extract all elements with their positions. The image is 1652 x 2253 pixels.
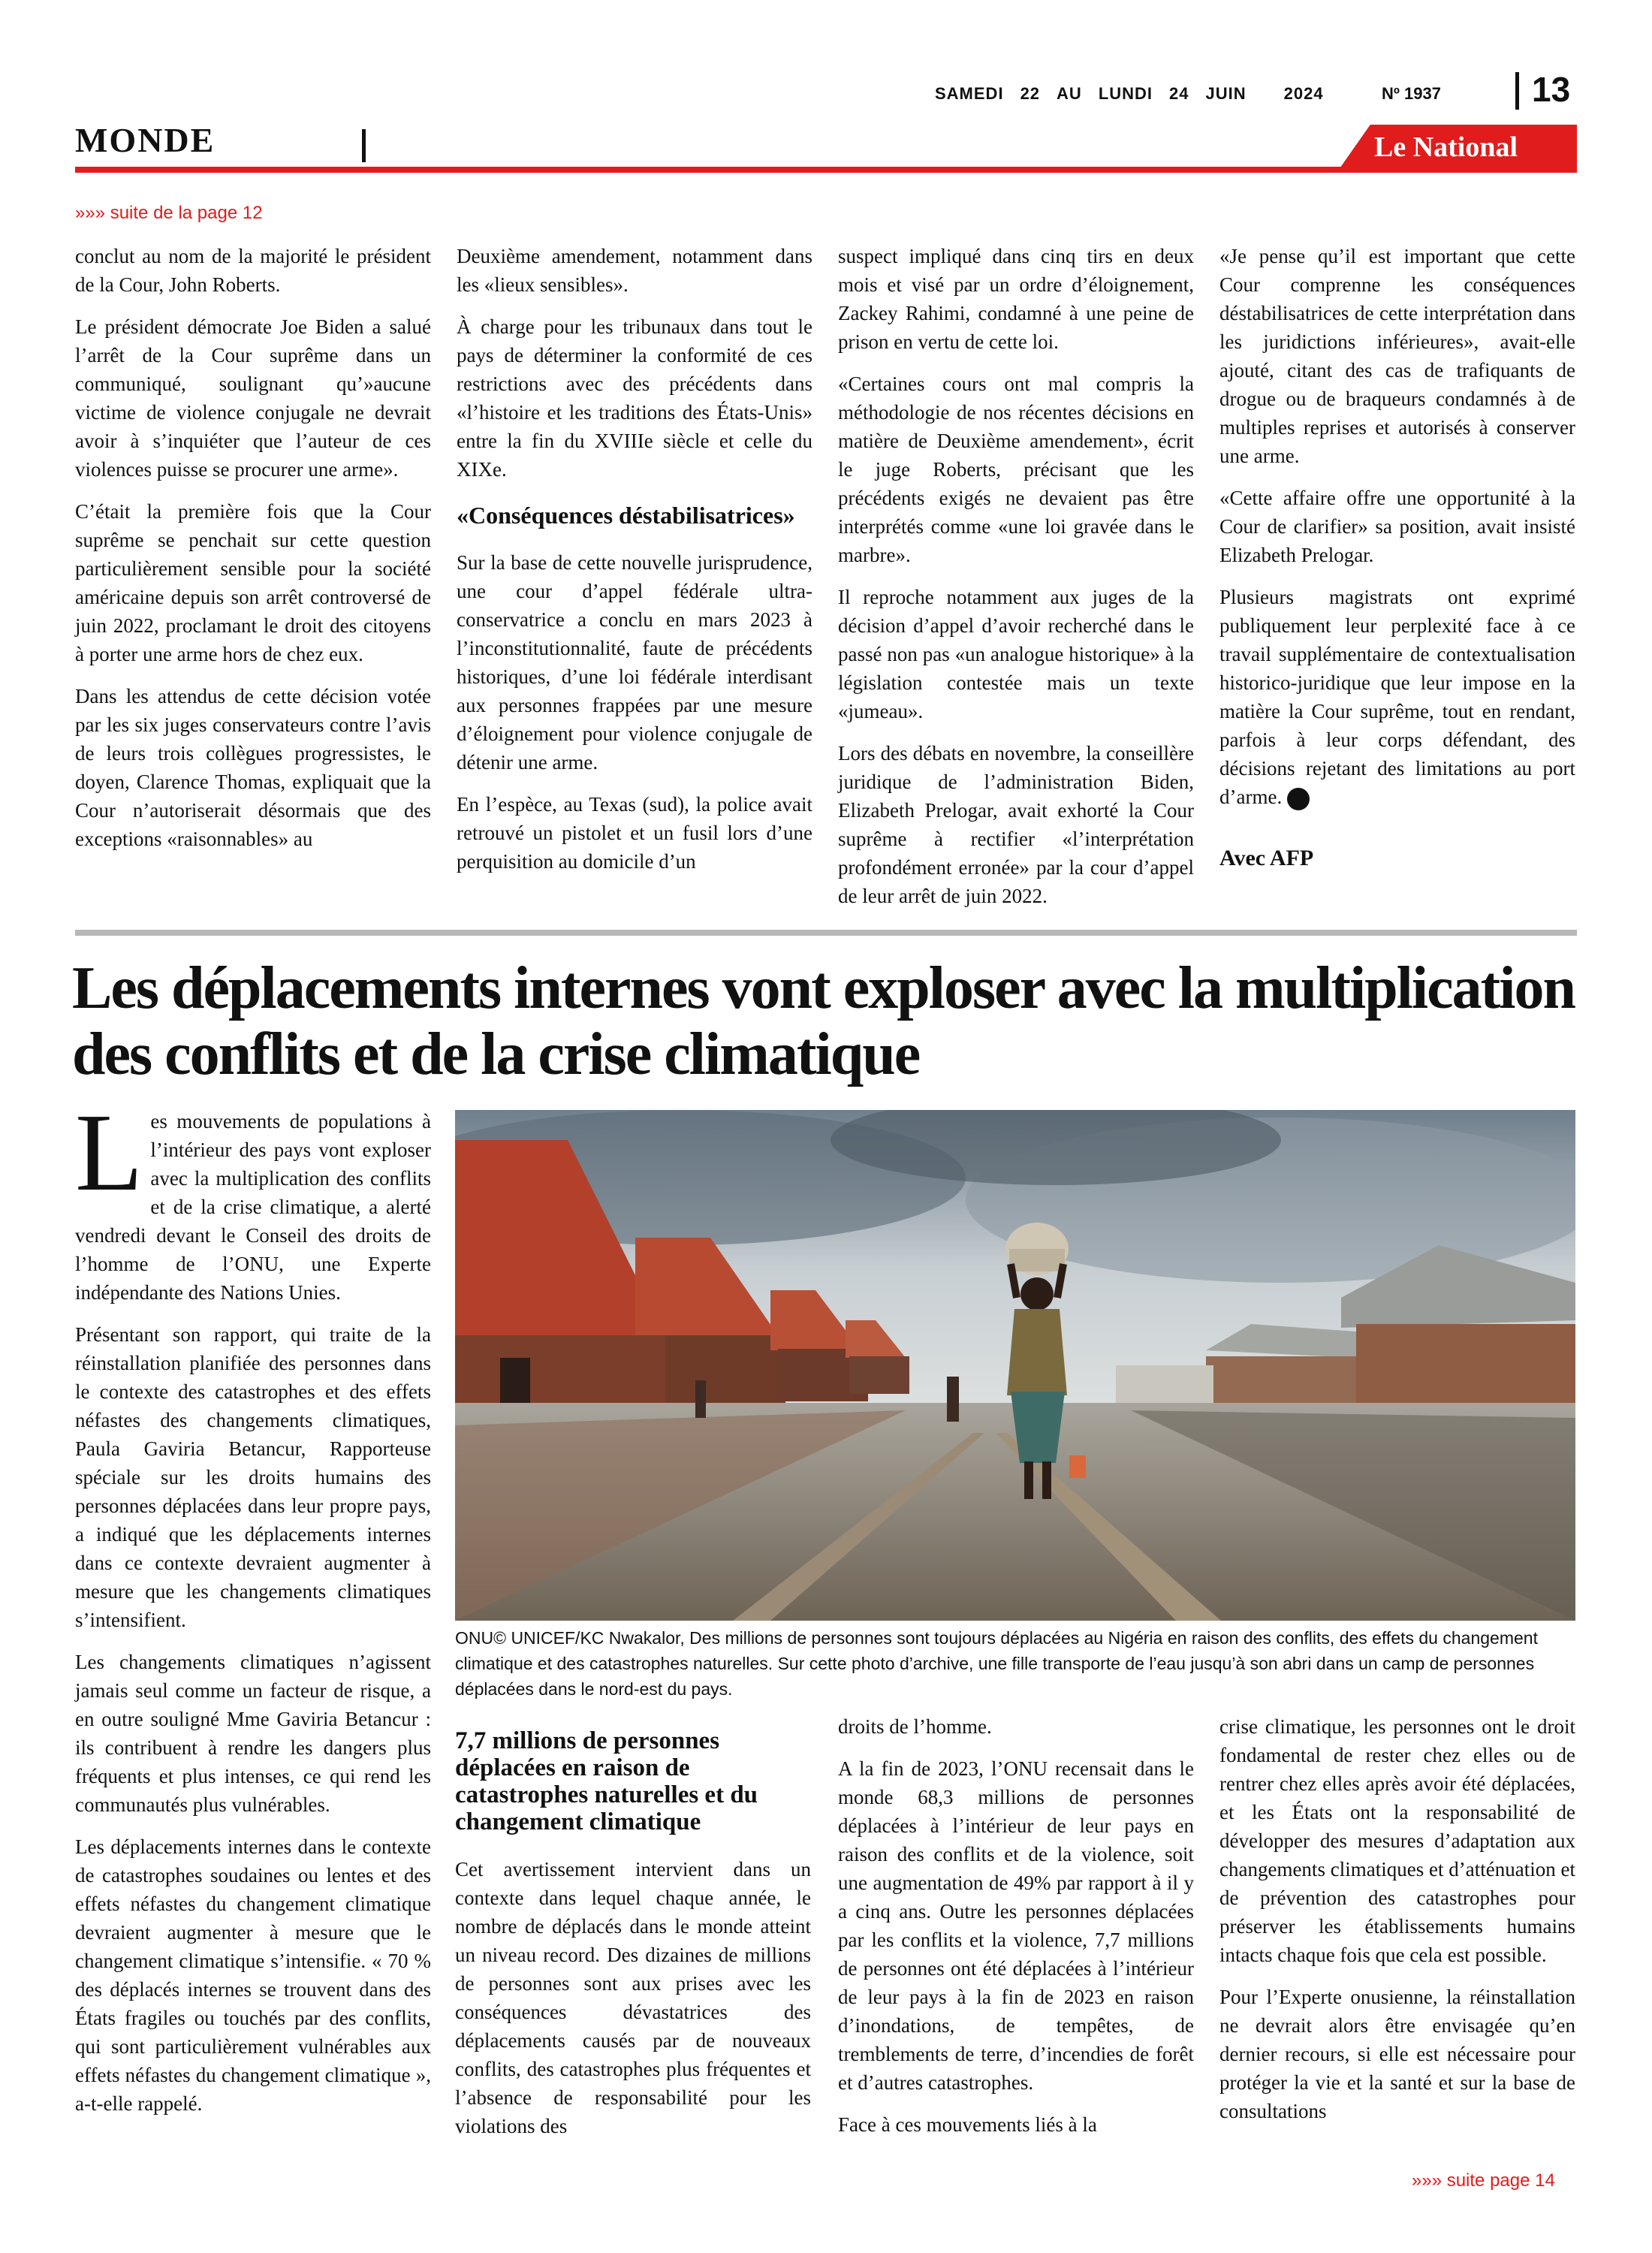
flooded-camp-illustration [455, 1110, 1575, 1621]
article-divider [75, 930, 1577, 936]
subheading: 7,7 millions de personnes déplacées en raison de catastrophes naturelles et du changement climatique [455, 1727, 758, 1835]
main-article-col-2 [455, 1724, 811, 2154]
paragraph: Les déplacements internes dans le contexte de catastrophes soudaines ou lentes et des effets néfastes du changement climatique devraient augmenter à mesure que le changement climatique s’intensifie. « 70 % des déplacés internes se trouvent dans des États fragiles ou touchés par des conflits, qui sont particulièrement vulnérables aux effets néfastes du changement climatique », a-t-elle rappelé. [75, 1835, 431, 2115]
section-title: MONDE [75, 121, 216, 159]
photo-caption: ONU© UNICEF/KC Nwakalor, Des millions de personnes sont toujours déplacées au Nigéria en raison des conflits, des effets du changement climatique et des catastrophes naturelles. Sur cette photo d’archive, une fille transporte de l’eau jusqu’à son abri dans un camp de personnes déplacées dans le nord-est du pays. [455, 1628, 1538, 1699]
paragraph: Face à ces mouvements liés à la [838, 2113, 1097, 2136]
section-divider [362, 129, 366, 162]
paragraph: C’était la première fois que la Cour suprême se penchait sur cette question particulièrement sensible pour la société américaine depuis son arrêt controversé de juin 2022, proclamant le droit des citoyens à porter une arme hors de chez eux. [75, 500, 431, 665]
top-article-col-3 [838, 242, 1194, 924]
paragraph: suspect impliqué dans cinq tirs en deux mois et visé par un ordre d’éloignement, Zackey Rahimi, condamné à une peine de prison en vertu de cette loi. [838, 245, 1194, 353]
paragraph: Lors des débats en novembre, la conseillère juridique de l’administration Biden, Elizabeth Prelogar, avait exhorté la Cour suprême à rectifier «l’interprétation profondément erronée» par la cour d’appel de leur arrêt de juin 2022. [838, 742, 1194, 907]
top-article-col-1 [75, 242, 431, 867]
paragraph: «Je pense qu’il est important que cette Cour comprenne les conséquences déstabilisatrices de cette interprétation dans les juridictions inférieures», avait-elle ajouté, citant des cas de trafiquants de drogue ou de braqueurs condamnés à de multiples reprises et autorisés à conserver une arme. [1219, 245, 1575, 467]
end-of-article-icon [1287, 788, 1310, 810]
paragraph: Cet avertissement intervient dans un contexte dans lequel chaque année, le nombre de déplacés dans le monde atteint un niveau record. Des dizaines de millions de personnes sont aux prises avec les conséquences dévastatrices des déplacements causés par de nouveaux conflits, des catastrophes plus fréquentes et l’absence de responsabilité pour les violations des [455, 1858, 811, 2137]
article-photo [455, 1110, 1575, 1621]
paragraph: Plusieurs magistrats ont exprimé publiquement leur perplexité face à ce travail supplémentaire de contextualisation historico-juridique que leur impose en la matière la Cour suprême, tout en rendant, parfois à leur corps défendant, des décisions rejetant des limitations au port d’arme. [1219, 583, 1575, 811]
drop-cap: L [75, 1091, 143, 1214]
page-number: 13 [1532, 70, 1571, 109]
headline: Les déplacements internes vont exploser avec la multiplication des conflits et de la crise climatique [72, 955, 1575, 1087]
subheading: «Conséquences déstabilisatrices» [457, 502, 795, 529]
brand-name: Le National [1374, 131, 1518, 163]
paragraph: conclut au nom de la majorité le président de la Cour, John Roberts. [75, 245, 431, 296]
paragraph: Présentant son rapport, qui traite de la réinstallation planifiée des personnes dans le contexte des catastrophes et des effets néfastes des changements climatiques, Paula Gaviria Betancur, Rapporteuse spéciale sur les droits humains des personnes déplacées dans leur propre pays, a indiqué que les déplacements internes dans ce contexte devraient augmenter à mesure que les changements climatiques s’intensifient. [75, 1323, 431, 1631]
main-article-col-3 [838, 1712, 1194, 2152]
paragraph: Les changements climatiques n’agissent jamais seul comme un facteur de risque, a en outre souligné Mme Gaviria Betancur : ils contribuent à rendre les dangers plus fréquents et plus intenses, ce qui rend les communautés plus vulnérables. [75, 1651, 431, 1816]
paragraph: Pour l’Experte onusienne, la réinstallation ne devrait alors être envisagée qu’en dernier recours, si elle est nécessaire pour protéger la vie et la santé et sur la base de consultations [1219, 1986, 1575, 2122]
continued-from: »»» suite de la page 12 [75, 203, 263, 223]
paragraph: «Certaines cours ont mal compris la méthodologie de nos récentes décisions en matière de Deuxième amendement», écrit le juge Roberts, précisant que les précédents exigés ne devaient pas être interprétés comme «une loi gravée dans le marbre». [838, 372, 1194, 566]
paragraph: «Cette affaire offre une opportunité à la Cour de clarifier» sa position, avait insisté Elizabeth Prelogar. [1219, 487, 1575, 566]
paragraph: Le président démocrate Joe Biden a salué l’arrêt de la Cour suprême dans un communiqué, soulignant qu’»aucune victime de violence conjugale ne devrait avoir à s’inquiéter que l’auteur de ces violences puisse se procurer une arme». [75, 315, 431, 481]
paragraph: Dans les attendus de cette décision votée par les six juges conservateurs contre l’avis de leurs trois collègues progressistes, le doyen, Clarence Thomas, expliquait que la Cour n’autoriserait désormais que des exceptions «raisonnables» au [75, 685, 431, 850]
paragraph: En l’espèce, au Texas (sud), la police avait retrouvé un pistolet et un fusil lors d’une perquisition au domicile d’un [457, 793, 812, 873]
paragraph: crise climatique, les personnes ont le droit fondamental de rester chez elles ou de rentrer chez elles après avoir été déplacées, et les États ont la responsabilité de développer des mesures d’adaptation aux changements climatiques et d’atténuation et de prévention des catastrophes pour préserver les établissements humains intacts chaque fois que cela est possible. [1219, 1715, 1575, 1966]
paragraph: Sur la base de cette nouvelle jurisprudence, une cour d’appel fédérale ultra-conservatrice a conclu en mars 2023 à l’inconstitutionnalité, faute de précédents historiques, d’une loi fédérale interdisant aux personnes frappées par une mesure d’éloignement pour violence conjugale de détenir une arme. [457, 551, 812, 774]
paragraph: Deuxième amendement, notamment dans les «lieux sensibles». [457, 245, 812, 296]
issue-number: Nº 1937 [1382, 84, 1441, 103]
paragraph: Il reproche notamment aux juges de la décision d’appel d’avoir recherché dans le passé non pas «un analogue historique» à la législation contestée mais un texte «jumeau». [838, 586, 1194, 722]
top-article-col-2 [457, 242, 812, 889]
main-article-col-1 [75, 1091, 431, 2131]
byline: Avec AFP [1219, 846, 1314, 870]
paragraph: À charge pour les tribunaux dans tout le pays de déterminer la conformité de ces restrictions avec des précédents dans «l’histoire et les traditions des États-Unis» entre la fin du XVIIIe siècle et celle du XIXe. [457, 315, 812, 481]
lead-paragraph: Les mouvements de populations à l’intérieur des pays vont exploser avec la multiplication des conflits et de la crise climatique, a alerté vendredi devant le Conseil des droits de l’homme de l’ONU, une Experte indépendante des Nations Unies. [75, 1091, 431, 1304]
issue-date: SAMEDI 22 AU LUNDI 24 JUIN 2024 [935, 84, 1324, 103]
top-article-col-4 [1219, 242, 1575, 873]
main-article-col-4 [1219, 1712, 1575, 2139]
paragraph: A la fin de 2023, l’ONU recensait dans le monde 68,3 millions de personnes déplacées à l’intérieur de leur pays en raison des conflits et de la violence, soit une augmentation de 49% par rapport à il y a cinq ans. Outre les personnes déplacées par les conflits et la violence, 7,7 millions de personnes ont été déplacées à l’intérieur de leur pays à la fin de 2023 en raison d’inondations, de tempêtes, de tremblements de terre, d’incendies de forêt et d’autres catastrophes. [838, 1757, 1194, 2094]
header-divider [1515, 72, 1519, 110]
paragraph: droits de l’homme. [838, 1715, 992, 1738]
continued-on-link[interactable]: »»» suite page 14 [1412, 2170, 1555, 2191]
